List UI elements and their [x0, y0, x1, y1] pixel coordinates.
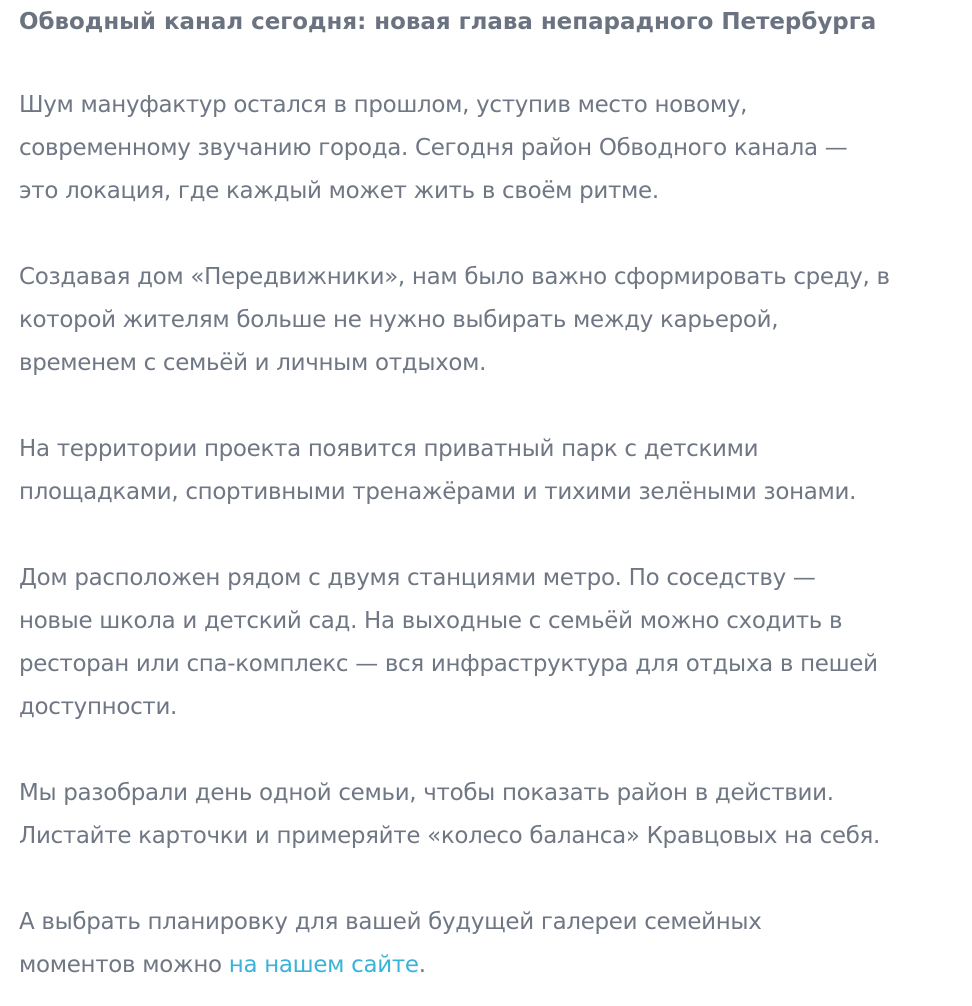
paragraph-line: которой жителям больше не нужно выбирать между карьерой,	[19, 307, 779, 333]
website-link[interactable]: на нашем сайте	[228, 952, 419, 978]
paragraph-line: Дом расположен рядом с двумя станциями метро. По соседству —	[19, 565, 816, 591]
link-suffix-text: .	[418, 952, 426, 978]
paragraph-line: Листайте карточки и примеряйте «колесо баланса» Кравцовых на себя.	[19, 823, 881, 849]
paragraph-line: Мы разобрали день одной семьи, чтобы показать район в действии.	[19, 780, 834, 806]
paragraph-line: ресторан или спа-комплекс — вся инфраструктура для отдыха в пешей	[19, 651, 878, 677]
article	[19, 0, 972, 987]
paragraph-park	[19, 428, 972, 514]
article-title: Обводный канал сегодня: новая глава непарадного Петербурга	[19, 9, 877, 35]
paragraph-layout-cta	[19, 901, 972, 987]
paragraph-line-with-link	[19, 944, 972, 987]
paragraph-line: На территории проекта появится приватный парк с детскими	[19, 436, 759, 462]
paragraph-line: это локация, где каждый может жить в своём ритме.	[19, 178, 659, 204]
paragraph-line: А выбрать планировку для вашей будущей галереи семейных	[19, 909, 762, 935]
link-prefix-text: моментов можно	[19, 952, 229, 978]
paragraph-line: площадками, спортивными тренажёрами и тихими зелёными зонами.	[19, 479, 857, 505]
paragraph-intro	[19, 84, 972, 213]
paragraph-family-day	[19, 772, 972, 858]
paragraph-line: Шум мануфактур остался в прошлом, уступив место новому,	[19, 92, 748, 118]
paragraph-peredvizhniki	[19, 256, 972, 385]
paragraph-line: новые школа и детский сад. На выходные с семьёй можно сходить в	[19, 608, 843, 634]
paragraph-infrastructure	[19, 557, 972, 729]
paragraph-line: современному звучанию города. Сегодня район Обводного канала —	[19, 135, 848, 161]
paragraph-line: временем с семьёй и личным отдыхом.	[19, 350, 487, 376]
paragraph-line: Создавая дом «Передвижники», нам было важно сформировать среду, в	[19, 264, 890, 290]
paragraph-line: доступности.	[19, 694, 178, 720]
